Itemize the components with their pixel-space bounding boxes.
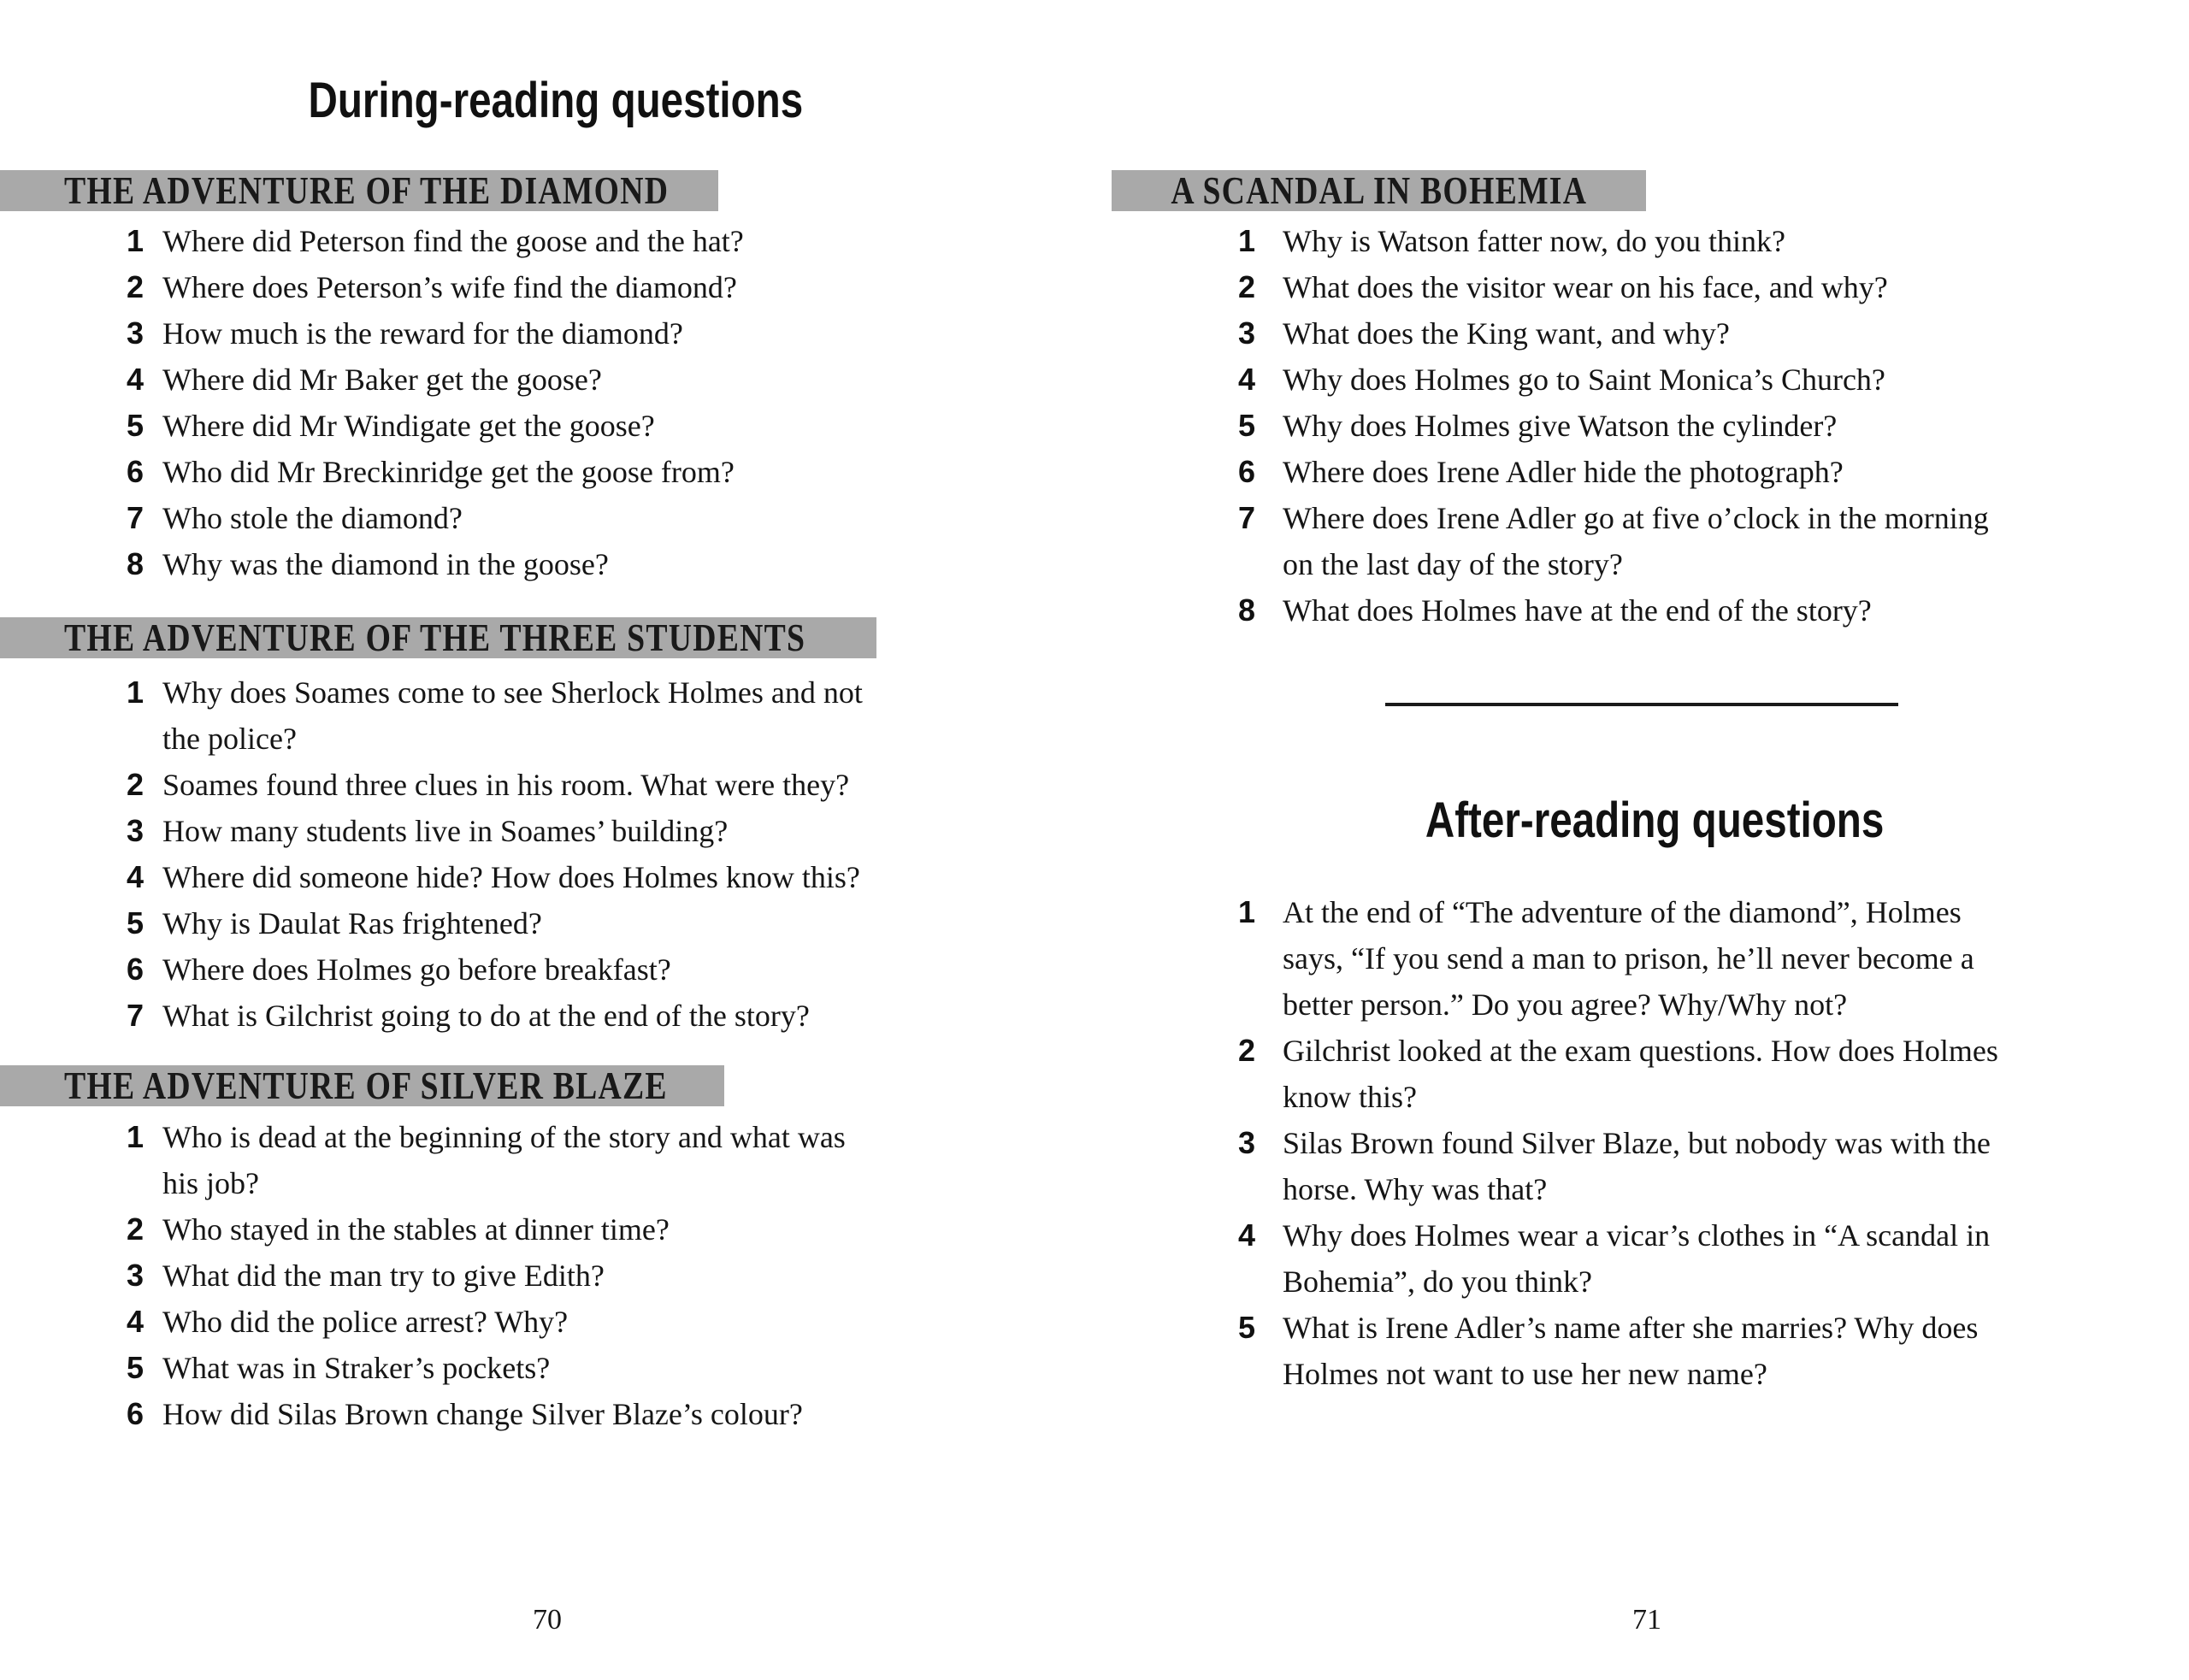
question-row bbox=[0, 357, 1026, 403]
question-row bbox=[0, 310, 1026, 357]
question-list-after-reading bbox=[1120, 889, 2189, 1397]
question-row bbox=[1120, 889, 2189, 935]
question-number: 3 bbox=[1237, 315, 1255, 351]
question-row bbox=[1120, 1120, 2189, 1166]
question-row bbox=[0, 1299, 1026, 1345]
question-text: What is Irene Adler’s name after she marries? Why does bbox=[1283, 1311, 1979, 1345]
question-number: 6 bbox=[126, 952, 144, 987]
question-row bbox=[1120, 310, 2189, 357]
question-number: 5 bbox=[126, 408, 144, 443]
question-text: What is Gilchrist going to do at the end of the story? bbox=[162, 999, 810, 1033]
question-number: 7 bbox=[126, 998, 144, 1033]
question-number: 3 bbox=[1237, 1125, 1255, 1160]
question-text: know this? bbox=[1283, 1080, 1417, 1114]
question-text: Where did Mr Windigate get the goose? bbox=[162, 409, 655, 443]
question-row bbox=[0, 808, 1026, 854]
question-text: his job? bbox=[162, 1166, 259, 1200]
question-row bbox=[0, 218, 1026, 264]
question-row bbox=[0, 403, 1026, 449]
question-text: How many students live in Soames’ building? bbox=[162, 814, 729, 848]
question-text: How did Silas Brown change Silver Blaze’s colour? bbox=[162, 1397, 803, 1431]
question-number: 6 bbox=[1237, 454, 1255, 489]
question-text: Why is Daulat Ras frightened? bbox=[162, 906, 542, 940]
question-text: Who did Mr Breckinridge get the goose from? bbox=[162, 455, 735, 489]
section-divider-rule bbox=[1385, 703, 1898, 706]
question-row bbox=[0, 669, 1026, 716]
question-row bbox=[1120, 218, 2189, 264]
question-text: on the last day of the story? bbox=[1283, 547, 1623, 581]
question-number: 2 bbox=[1237, 269, 1255, 304]
question-row bbox=[0, 1253, 1026, 1299]
question-number: 5 bbox=[1237, 1310, 1255, 1345]
question-row bbox=[0, 993, 1026, 1039]
section-header-three-students: THE ADVENTURE OF THE THREE STUDENTS bbox=[64, 616, 806, 659]
question-row bbox=[0, 900, 1026, 946]
section-header-diamond: THE ADVENTURE OF THE DIAMOND bbox=[64, 168, 670, 212]
question-number: 3 bbox=[126, 813, 144, 848]
question-row-continuation bbox=[1120, 1259, 2189, 1305]
question-row-continuation bbox=[0, 716, 1026, 762]
question-text: At the end of “The adventure of the diamond”, Holmes bbox=[1283, 895, 1962, 929]
question-text: Where does Holmes go before breakfast? bbox=[162, 952, 671, 987]
question-number: 1 bbox=[1237, 223, 1255, 258]
question-row bbox=[1120, 1212, 2189, 1259]
question-text: What does the King want, and why? bbox=[1283, 316, 1730, 351]
question-row bbox=[0, 762, 1026, 808]
question-row bbox=[1120, 1028, 2189, 1074]
question-text: What does the visitor wear on his face, and why? bbox=[1283, 270, 1888, 304]
question-text: Who did the police arrest? Why? bbox=[162, 1305, 569, 1339]
during-reading-title bbox=[162, 74, 949, 128]
question-number: 7 bbox=[1237, 500, 1255, 535]
question-number: 1 bbox=[1237, 894, 1255, 929]
question-number: 8 bbox=[1237, 592, 1255, 628]
question-list-silver-blaze bbox=[0, 1114, 1026, 1437]
question-number: 4 bbox=[1237, 1217, 1255, 1253]
question-text: Where does Irene Adler hide the photograph? bbox=[1283, 455, 1844, 489]
question-number: 8 bbox=[126, 546, 144, 581]
question-number: 6 bbox=[126, 1396, 144, 1431]
question-text: Who stayed in the stables at dinner time? bbox=[162, 1212, 670, 1247]
question-number: 1 bbox=[126, 223, 144, 258]
section-bar-three-students bbox=[0, 617, 876, 658]
question-number: 2 bbox=[1237, 1033, 1255, 1068]
question-text: Gilchrist looked at the exam questions. How does Holmes bbox=[1283, 1034, 1998, 1068]
question-list-diamond bbox=[0, 218, 1026, 587]
question-number: 4 bbox=[126, 362, 144, 397]
question-list-three-students bbox=[0, 669, 1026, 1039]
question-text: Why does Holmes go to Saint Monica’s Church? bbox=[1283, 363, 1885, 397]
question-number: 5 bbox=[126, 1350, 144, 1385]
question-row bbox=[0, 1206, 1026, 1253]
question-number: 4 bbox=[1237, 362, 1255, 397]
question-number: 4 bbox=[126, 1304, 144, 1339]
question-row bbox=[0, 495, 1026, 541]
section-bar-silver-blaze bbox=[0, 1065, 724, 1106]
section-header-silver-blaze: THE ADVENTURE OF SILVER BLAZE bbox=[64, 1064, 668, 1107]
question-number: 2 bbox=[126, 269, 144, 304]
question-text: How much is the reward for the diamond? bbox=[162, 316, 683, 351]
section-bar-bohemia bbox=[1112, 170, 1646, 211]
question-row bbox=[0, 946, 1026, 993]
question-row bbox=[1120, 264, 2189, 310]
question-number: 6 bbox=[126, 454, 144, 489]
question-number: 5 bbox=[126, 905, 144, 940]
question-text: What did the man try to give Edith? bbox=[162, 1259, 605, 1293]
question-text: the police? bbox=[162, 722, 297, 756]
question-number: 2 bbox=[126, 1211, 144, 1247]
question-row-continuation bbox=[1120, 1074, 2189, 1120]
question-row bbox=[0, 264, 1026, 310]
question-text: Where did Mr Baker get the goose? bbox=[162, 363, 602, 397]
question-text: Where does Irene Adler go at five o’clock in the morning bbox=[1283, 501, 1989, 535]
question-text: Holmes not want to use her new name? bbox=[1283, 1357, 1767, 1391]
page-number-left: 70 bbox=[533, 1604, 562, 1636]
during-reading-title-text: During-reading questions bbox=[308, 73, 804, 128]
question-text: Soames found three clues in his room. What were they? bbox=[162, 768, 850, 802]
question-text: Why does Soames come to see Sherlock Holmes and not bbox=[162, 675, 863, 710]
question-number: 2 bbox=[126, 767, 144, 802]
question-number: 5 bbox=[1237, 408, 1255, 443]
question-number: 1 bbox=[126, 675, 144, 710]
question-text: Where did Peterson find the goose and the hat? bbox=[162, 224, 744, 258]
question-text: horse. Why was that? bbox=[1283, 1172, 1548, 1206]
question-text: Where did someone hide? How does Holmes know this? bbox=[162, 860, 860, 894]
question-row bbox=[1120, 1305, 2189, 1351]
question-number: 3 bbox=[126, 315, 144, 351]
question-row-continuation bbox=[1120, 1166, 2189, 1212]
question-row bbox=[0, 854, 1026, 900]
after-reading-title-text: After-reading questions bbox=[1425, 793, 1885, 848]
question-number: 7 bbox=[126, 500, 144, 535]
question-text: Silas Brown found Silver Blaze, but nobody was with the bbox=[1283, 1126, 1991, 1160]
section-header-bohemia: A SCANDAL IN BOHEMIA bbox=[1171, 168, 1587, 212]
question-text: Bohemia”, do you think? bbox=[1283, 1264, 1592, 1299]
question-row bbox=[1120, 495, 2189, 541]
page-number-right: 71 bbox=[1632, 1604, 1661, 1636]
question-text: What was in Straker’s pockets? bbox=[162, 1351, 551, 1385]
section-bar-diamond bbox=[0, 170, 718, 211]
question-number: 1 bbox=[126, 1119, 144, 1154]
question-row bbox=[0, 449, 1026, 495]
question-row bbox=[0, 1391, 1026, 1437]
question-row bbox=[0, 1345, 1026, 1391]
question-row-continuation bbox=[1120, 981, 2189, 1028]
question-row bbox=[1120, 403, 2189, 449]
question-text: Why does Holmes give Watson the cylinder? bbox=[1283, 409, 1838, 443]
question-text: Who stole the diamond? bbox=[162, 501, 463, 535]
question-row-continuation bbox=[1120, 1351, 2189, 1397]
question-text: Why was the diamond in the goose? bbox=[162, 547, 609, 581]
question-number: 4 bbox=[126, 859, 144, 894]
question-text: What does Holmes have at the end of the story? bbox=[1283, 593, 1872, 628]
question-number: 3 bbox=[126, 1258, 144, 1293]
after-reading-title bbox=[1248, 793, 2061, 848]
question-row-continuation bbox=[1120, 935, 2189, 981]
question-row-continuation bbox=[1120, 541, 2189, 587]
question-row-continuation bbox=[0, 1160, 1026, 1206]
question-text: better person.” Do you agree? Why/Why not? bbox=[1283, 987, 1848, 1022]
question-row bbox=[1120, 587, 2189, 634]
question-text: Why does Holmes wear a vicar’s clothes in “A scandal in bbox=[1283, 1218, 1991, 1253]
question-row bbox=[1120, 357, 2189, 403]
question-row bbox=[0, 541, 1026, 587]
question-text: Where does Peterson’s wife find the diamond? bbox=[162, 270, 737, 304]
question-text: Who is dead at the beginning of the story and what was bbox=[162, 1120, 846, 1154]
question-row bbox=[1120, 449, 2189, 495]
question-list-bohemia bbox=[1120, 218, 2189, 634]
question-row bbox=[0, 1114, 1026, 1160]
question-text: Why is Watson fatter now, do you think? bbox=[1283, 224, 1786, 258]
question-text: says, “If you send a man to prison, he’ll never become a bbox=[1283, 941, 1974, 976]
